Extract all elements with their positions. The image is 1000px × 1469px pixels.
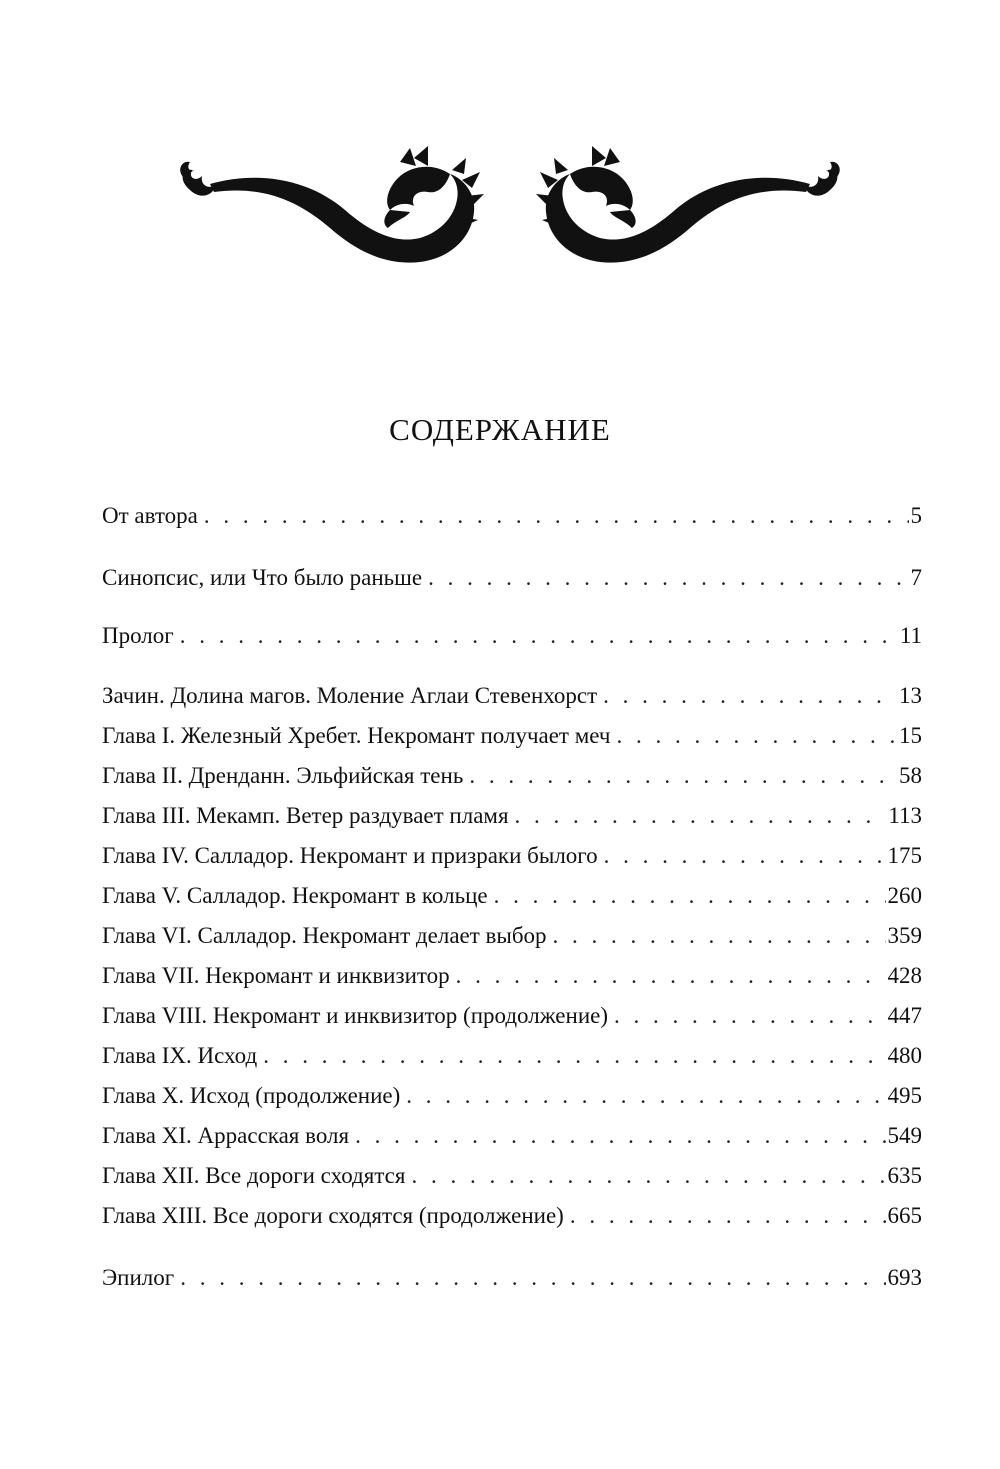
toc-entry-page: 11 (899, 623, 922, 648)
toc-entry[interactable] (102, 1118, 922, 1154)
toc-entry[interactable] (102, 678, 922, 714)
dot-leader (263, 1038, 885, 1074)
dot-leader (180, 618, 898, 654)
toc-entry-page: 693 (887, 1265, 922, 1290)
dot-leader (604, 838, 886, 874)
toc-entry[interactable] (102, 618, 922, 654)
toc-entry-label: Зачин. Долина магов. Моление Аглаи Стевенхорст (102, 683, 598, 708)
toc-entry-page: 13 (899, 683, 922, 708)
toc-entry-label: Глава I. Железный Хребет. Некромант получает меч (102, 723, 611, 748)
dot-leader (469, 758, 897, 794)
toc-entry-label: Пролог (102, 623, 174, 648)
dot-leader (355, 1118, 885, 1154)
dragon-left-icon (180, 146, 484, 263)
toc-entry-label: Эпилог (102, 1265, 175, 1290)
dot-leader (494, 878, 886, 914)
toc-entry-page: 15 (899, 723, 922, 748)
toc-entry-label: Глава XI. Аррасская воля (102, 1123, 350, 1148)
toc-entry-page: 549 (887, 1123, 922, 1148)
dot-leader (614, 998, 886, 1034)
toc-entry-page: 58 (899, 763, 922, 788)
toc-entry[interactable] (102, 1198, 922, 1234)
toc-entry[interactable] (102, 878, 922, 914)
twin-dragons-ornament-icon (170, 140, 850, 280)
toc-entry-label: Глава II. Дренданн. Эльфийская тень (102, 763, 464, 788)
toc-entry-page: 359 (887, 923, 922, 948)
dot-leader (411, 1158, 885, 1194)
dot-leader (204, 498, 909, 534)
toc-entry[interactable] (102, 798, 922, 834)
toc-entry-page: 260 (887, 883, 922, 908)
toc-entry[interactable] (102, 998, 922, 1034)
toc-entry-label: Глава III. Мекамп. Ветер раздувает пламя (102, 803, 509, 828)
toc-entry-page: 7 (910, 565, 922, 590)
toc-entry-page: 428 (887, 963, 922, 988)
dragon-right-icon (536, 146, 840, 263)
toc-entry-page: 495 (887, 1083, 922, 1108)
toc-entry-label: Глава XIII. Все дороги сходятся (продолжение) (102, 1203, 564, 1228)
dot-leader (570, 1198, 886, 1234)
toc-entry[interactable] (102, 758, 922, 794)
toc-entry-label: От автора (102, 503, 198, 528)
toc-entry-page: 665 (887, 1203, 922, 1228)
toc-entry-page: 113 (888, 803, 922, 828)
toc-entry-label: Глава V. Салладор. Некромант в кольце (102, 883, 488, 908)
toc-entry[interactable] (102, 718, 922, 754)
toc-entry[interactable] (102, 838, 922, 874)
dot-leader (180, 1260, 885, 1296)
page-title: СОДЕРЖАНИЕ (389, 412, 611, 447)
toc-entry-page: 447 (887, 1003, 922, 1028)
dot-leader (406, 1078, 885, 1114)
dot-leader (553, 918, 886, 954)
dot-leader (428, 560, 908, 596)
dot-leader (603, 678, 897, 714)
toc-entry[interactable] (102, 1078, 922, 1114)
toc-entry-page: 5 (910, 503, 922, 528)
toc-entry[interactable] (102, 918, 922, 954)
toc-entry[interactable] (102, 560, 922, 596)
toc-entry-label: Глава IV. Салладор. Некромант и призраки былого (102, 843, 598, 868)
toc-entry-label: Глава VI. Салладор. Некромант делает выбор (102, 923, 547, 948)
toc-entry-label: Глава XII. Все дороги сходятся (102, 1163, 406, 1188)
toc-entry-label: Синопсис, или Что было раньше (102, 565, 423, 590)
toc-entry-page: 175 (887, 843, 922, 868)
toc-entry-label: Глава IX. Исход (102, 1043, 258, 1068)
toc-entry[interactable] (102, 1038, 922, 1074)
toc-entry[interactable] (102, 958, 922, 994)
toc-entry-label: Глава VIII. Некромант и инквизитор (продолжение) (102, 1003, 608, 1028)
dot-leader (456, 958, 886, 994)
dot-leader (617, 718, 898, 754)
toc-entry-label: Глава VII. Некромант и инквизитор (102, 963, 450, 988)
dot-leader (515, 798, 887, 834)
toc-entry[interactable] (102, 498, 922, 534)
toc-entry[interactable] (102, 1260, 922, 1296)
toc-entry-page: 480 (887, 1043, 922, 1068)
toc-entry[interactable] (102, 1158, 922, 1194)
toc-entry-page: 635 (887, 1163, 922, 1188)
toc-entry-label: Глава X. Исход (продолжение) (102, 1083, 401, 1108)
